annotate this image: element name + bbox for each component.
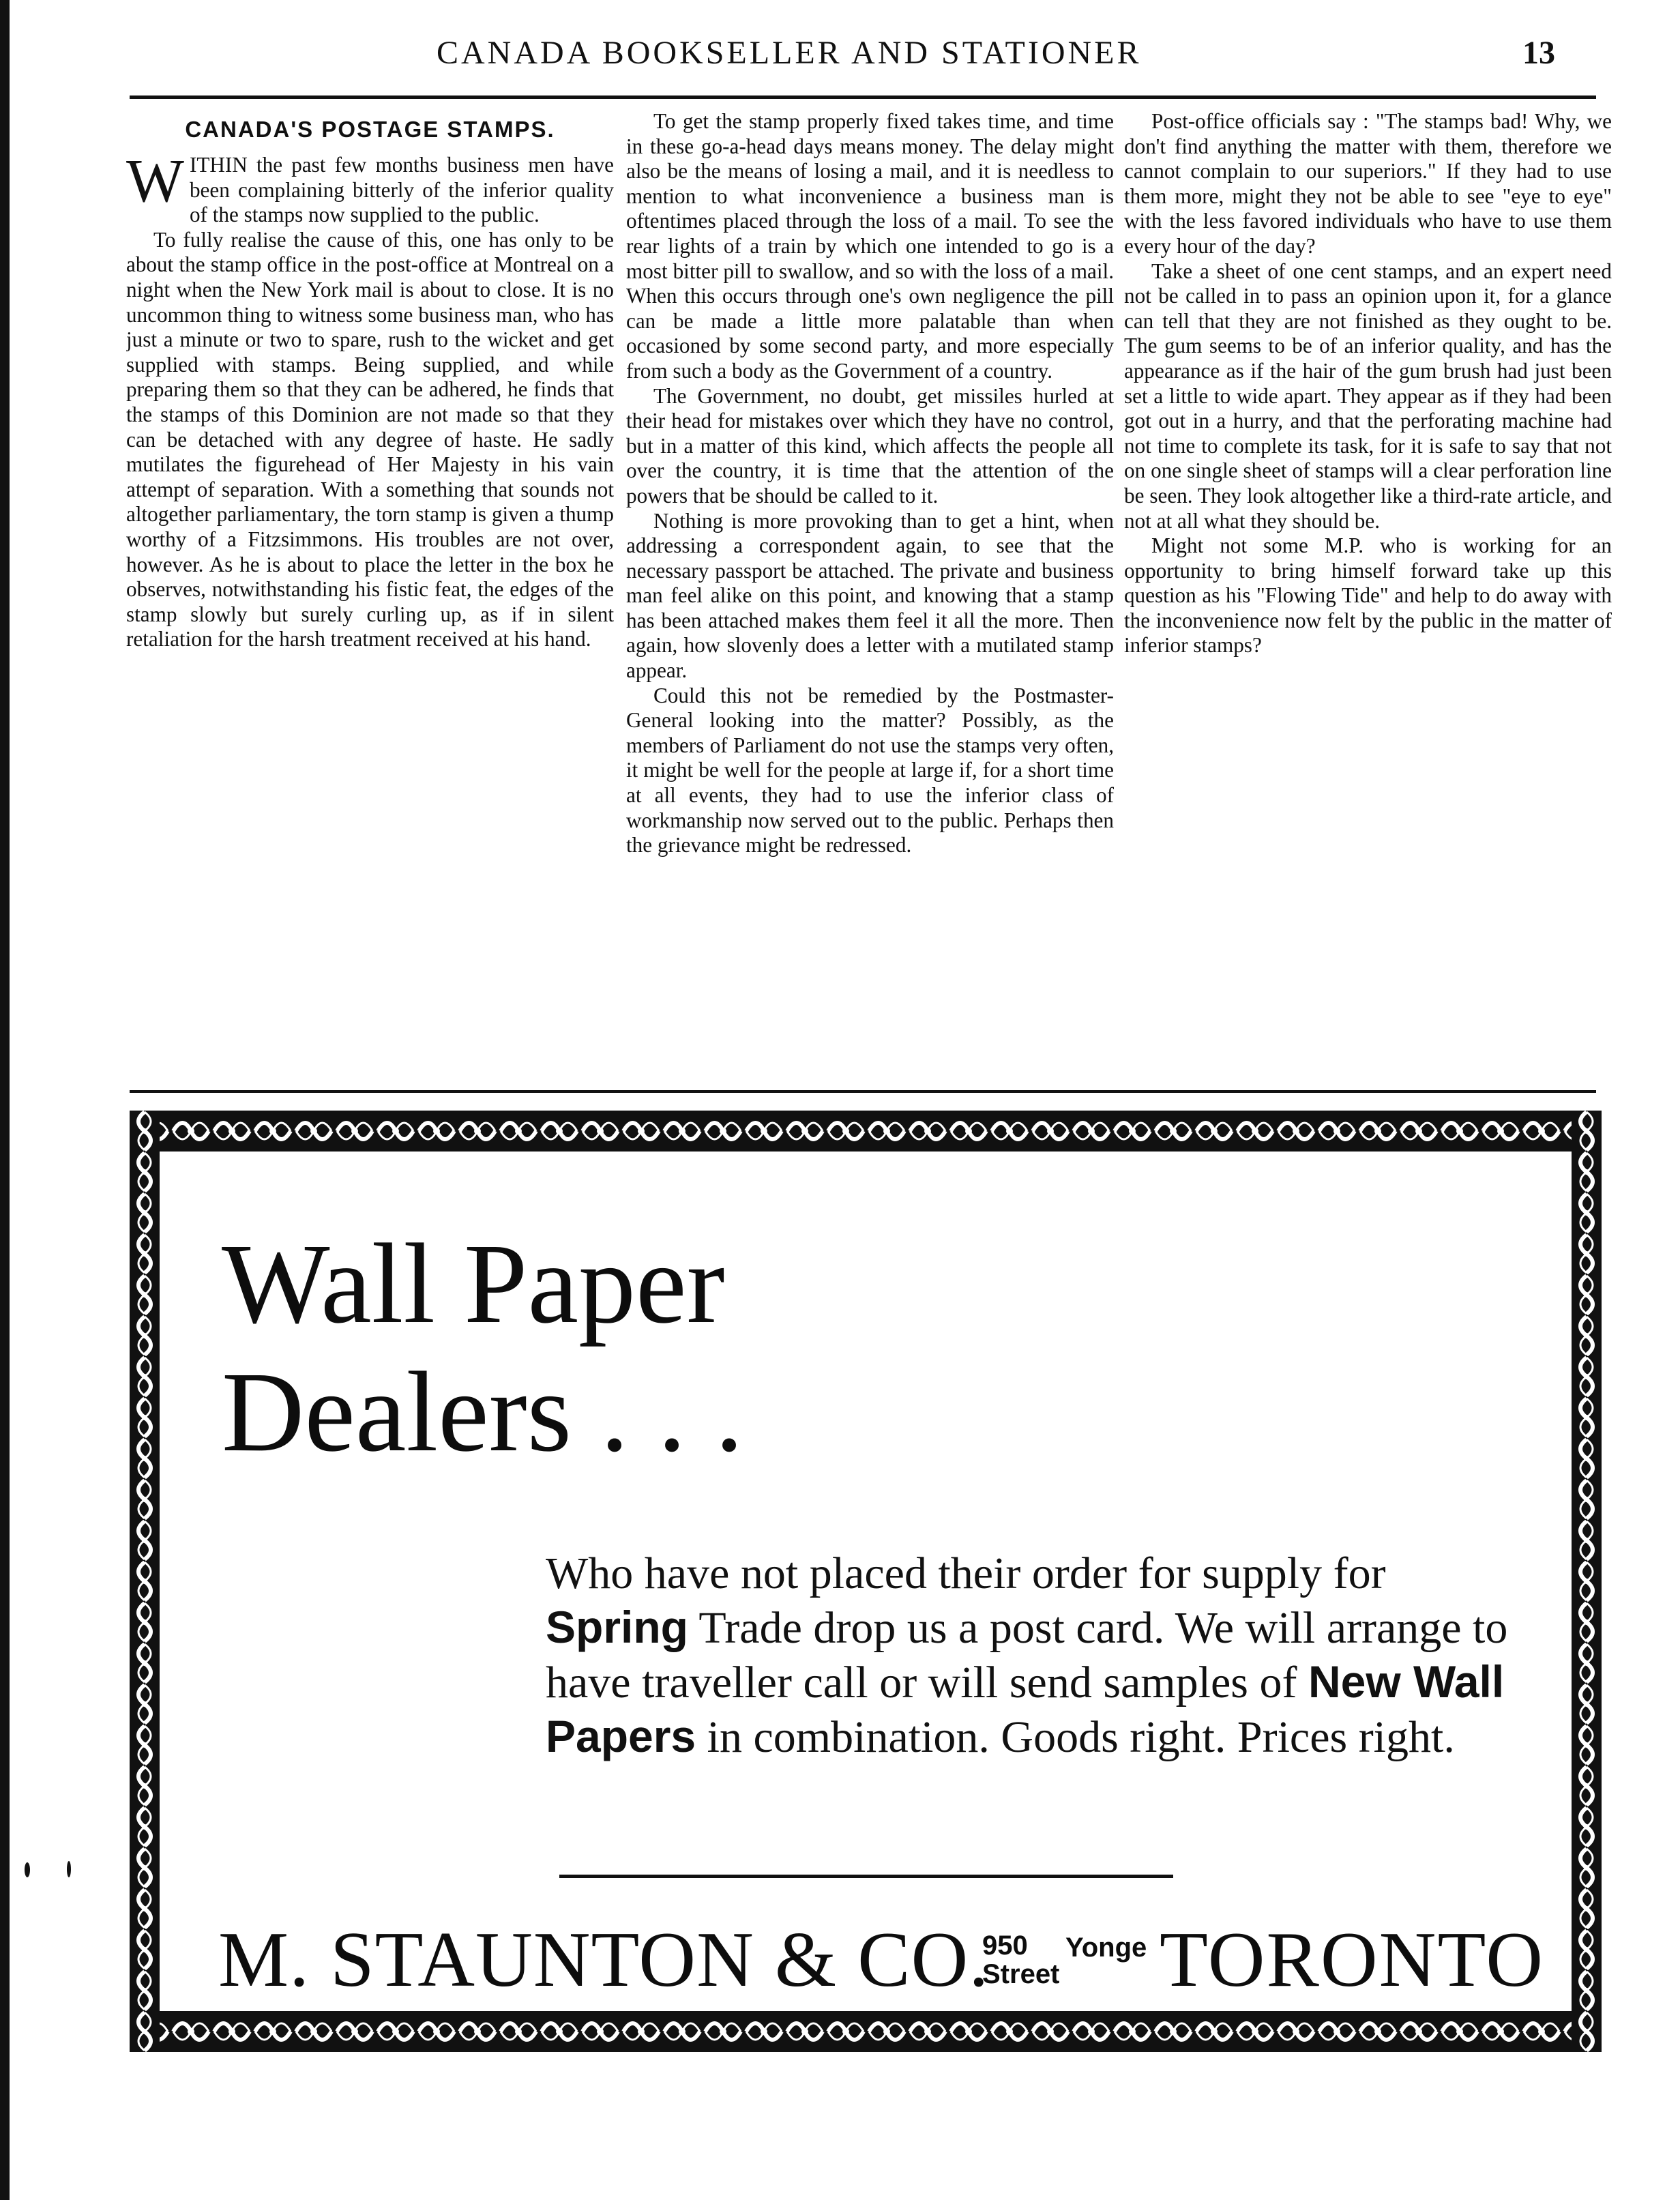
ornamental-border-left: [130, 1111, 160, 2052]
article-paragraph-8: Take a sheet of one cent stamps, and an expert need not be called in to pass an opinion upon it, for a glance can tell that they are not finished as they ought to be. The gum seems to be of an inferior quality, and has the appearance as if the hair of the gum brush had just been set a little to wide apart. They appear as if they had been got out in a hurry, and that the perforating machine had not time to complete its task, for it is safe to say that not on one single sheet of stamps will a clear perforation line be seen. They look altogether like a third-rate article, and not at all what they should be.: [1124, 259, 1612, 533]
ad-body-part-3: in combination. Goods right. Prices right.: [707, 1712, 1455, 1762]
ad-spring-emphasis: Spring: [546, 1602, 688, 1652]
company-name: M. STAUNTON & CO.: [218, 1916, 990, 2004]
ad-headline-line-1: Wall Paper: [222, 1220, 725, 1347]
article-paragraph-4: The Government, no doubt, get missiles hurled at their head for mistakes over which they have no control, but in a matter of this kind, which affects the people all over the country, it is time that the attention of the powers that be should be called to it.: [626, 383, 1114, 508]
street-word: Street: [982, 1959, 1060, 1989]
ad-signature: [218, 1912, 1548, 2008]
ad-body-part-2: Trade drop us a post card. We will arrange to have traveller call or will send samples of: [546, 1603, 1508, 1707]
ad-headline: [222, 1220, 1313, 1476]
street-name: Yonge: [1065, 1933, 1147, 1963]
header-rule: [130, 96, 1596, 99]
article-paragraph-3: To get the stamp properly fixed takes time, and time in these go-a-head days means money. The delay might also be the means of losing a mail, and it is needless to mention to what inconvenience a business man is oftentimes placed through the loss of a mail. To see the rear lights of a train by which one intended to go is a most bitter pill to swallow, and so with the loss of a mail. When this occurs through one's own negligence the pill can be made a little more palatable than when occasioned by some second party, and more especially from such a body as the Government of a country.: [626, 109, 1114, 383]
ad-headline-line-2: Dealers . . .: [222, 1349, 744, 1476]
ad-divider-rule: [559, 1875, 1173, 1878]
ad-body-text: [546, 1547, 1514, 1764]
article-paragraph-2: To fully realise the cause of this, one has only to be about the stamp office in the post-office at Montreal on a night when the New York mail is about to close. It is no uncommon thing to witness some business man, who has just a minute or two to spare, rush to the wicket and get supplied with stamps. Being supplied, and while preparing them so that they can be adhered, he finds that the stamps of this Dominion are not made so that they can be detached with any degree of haste. He sadly mutilates the figurehead of Her Majesty in his vain attempt of separation. With a something that sounds not altogether parliamentary, the torn stamp is given a thump worthy of a Fitzsimmons. His troubles are not over, however. As he is about to place the letter in the box he observes, notwithstanding his fistic feat, the edges of the stamp slowly but surely curling up, as if in silent retaliation for the harsh treatment received at his hand.: [126, 227, 614, 651]
ad-new-wall-papers-emphasis: New Wall Papers: [546, 1656, 1505, 1761]
ad-body-part-1: Who have not placed their order for supply for: [546, 1549, 1386, 1598]
drop-cap: W: [126, 147, 184, 215]
article-end-rule: [130, 1090, 1596, 1093]
scan-speck: [67, 1861, 71, 1877]
article-paragraph-5: Nothing is more provoking than to get a hint, when addressing a correspondent again, to see that the necessary passport be attached. The private and business man feel alike on this point, and knowing that a stamp has been attached makes them feel it all the more. Then again, how slovenly does a letter with a mutilated stamp appear.: [626, 508, 1114, 683]
scan-speck: [25, 1862, 30, 1877]
article-paragraph-6: Could this not be remedied by the Postmaster-General looking into the matter? Possibly, as the members of Parliament do not use the stamps very often, it might be well for the people at large if, for a short time at all events, they had to use the inferior class of workmanship now served out to the public. Perhaps then the grievance might be redressed.: [626, 683, 1114, 857]
article-column-1: [126, 109, 614, 1085]
page-number: 13: [1522, 35, 1555, 71]
binding-edge: [0, 0, 10, 2200]
article-paragraph-7: Post-office officials say : "The stamps bad! Why, we don't find anything the matter with them, therefore we cannot complain to our superiors." If they had to use them more, might they not be able to see "eye to eye" with the less favored individuals who have to use them every hour of the day?: [1124, 109, 1612, 258]
article-paragraph-1: [126, 147, 614, 228]
article-column-3: [1124, 109, 1612, 1085]
article-paragraph-1-text: ITHIN the past few months business men have been complaining bitterly of the inferior quality of the stamps now supplied to the public.: [189, 153, 614, 227]
ornamental-border-right: [1572, 1111, 1602, 2052]
article-heading: CANADA'S POSTAGE STAMPS.: [185, 117, 555, 142]
article-column-2: [626, 109, 1114, 1085]
ornamental-border-top: [130, 1111, 1602, 1152]
running-header: CANADA BOOKSELLER AND STATIONER: [437, 35, 1142, 71]
city-name: TORONTO: [1160, 1916, 1544, 2004]
street-number: 950: [982, 1931, 1028, 1961]
ornamental-border-bottom: [130, 2011, 1602, 2052]
article-paragraph-9: Might not some M.P. who is working for an opportunity to bring himself forward take up this question as his "Flowing Tide" and help to do away with the inconvenience now felt by the public in the matter of inferior stamps?: [1124, 533, 1612, 658]
wall-paper-advertisement: [130, 1111, 1602, 2052]
street-address: [982, 1931, 1059, 1989]
